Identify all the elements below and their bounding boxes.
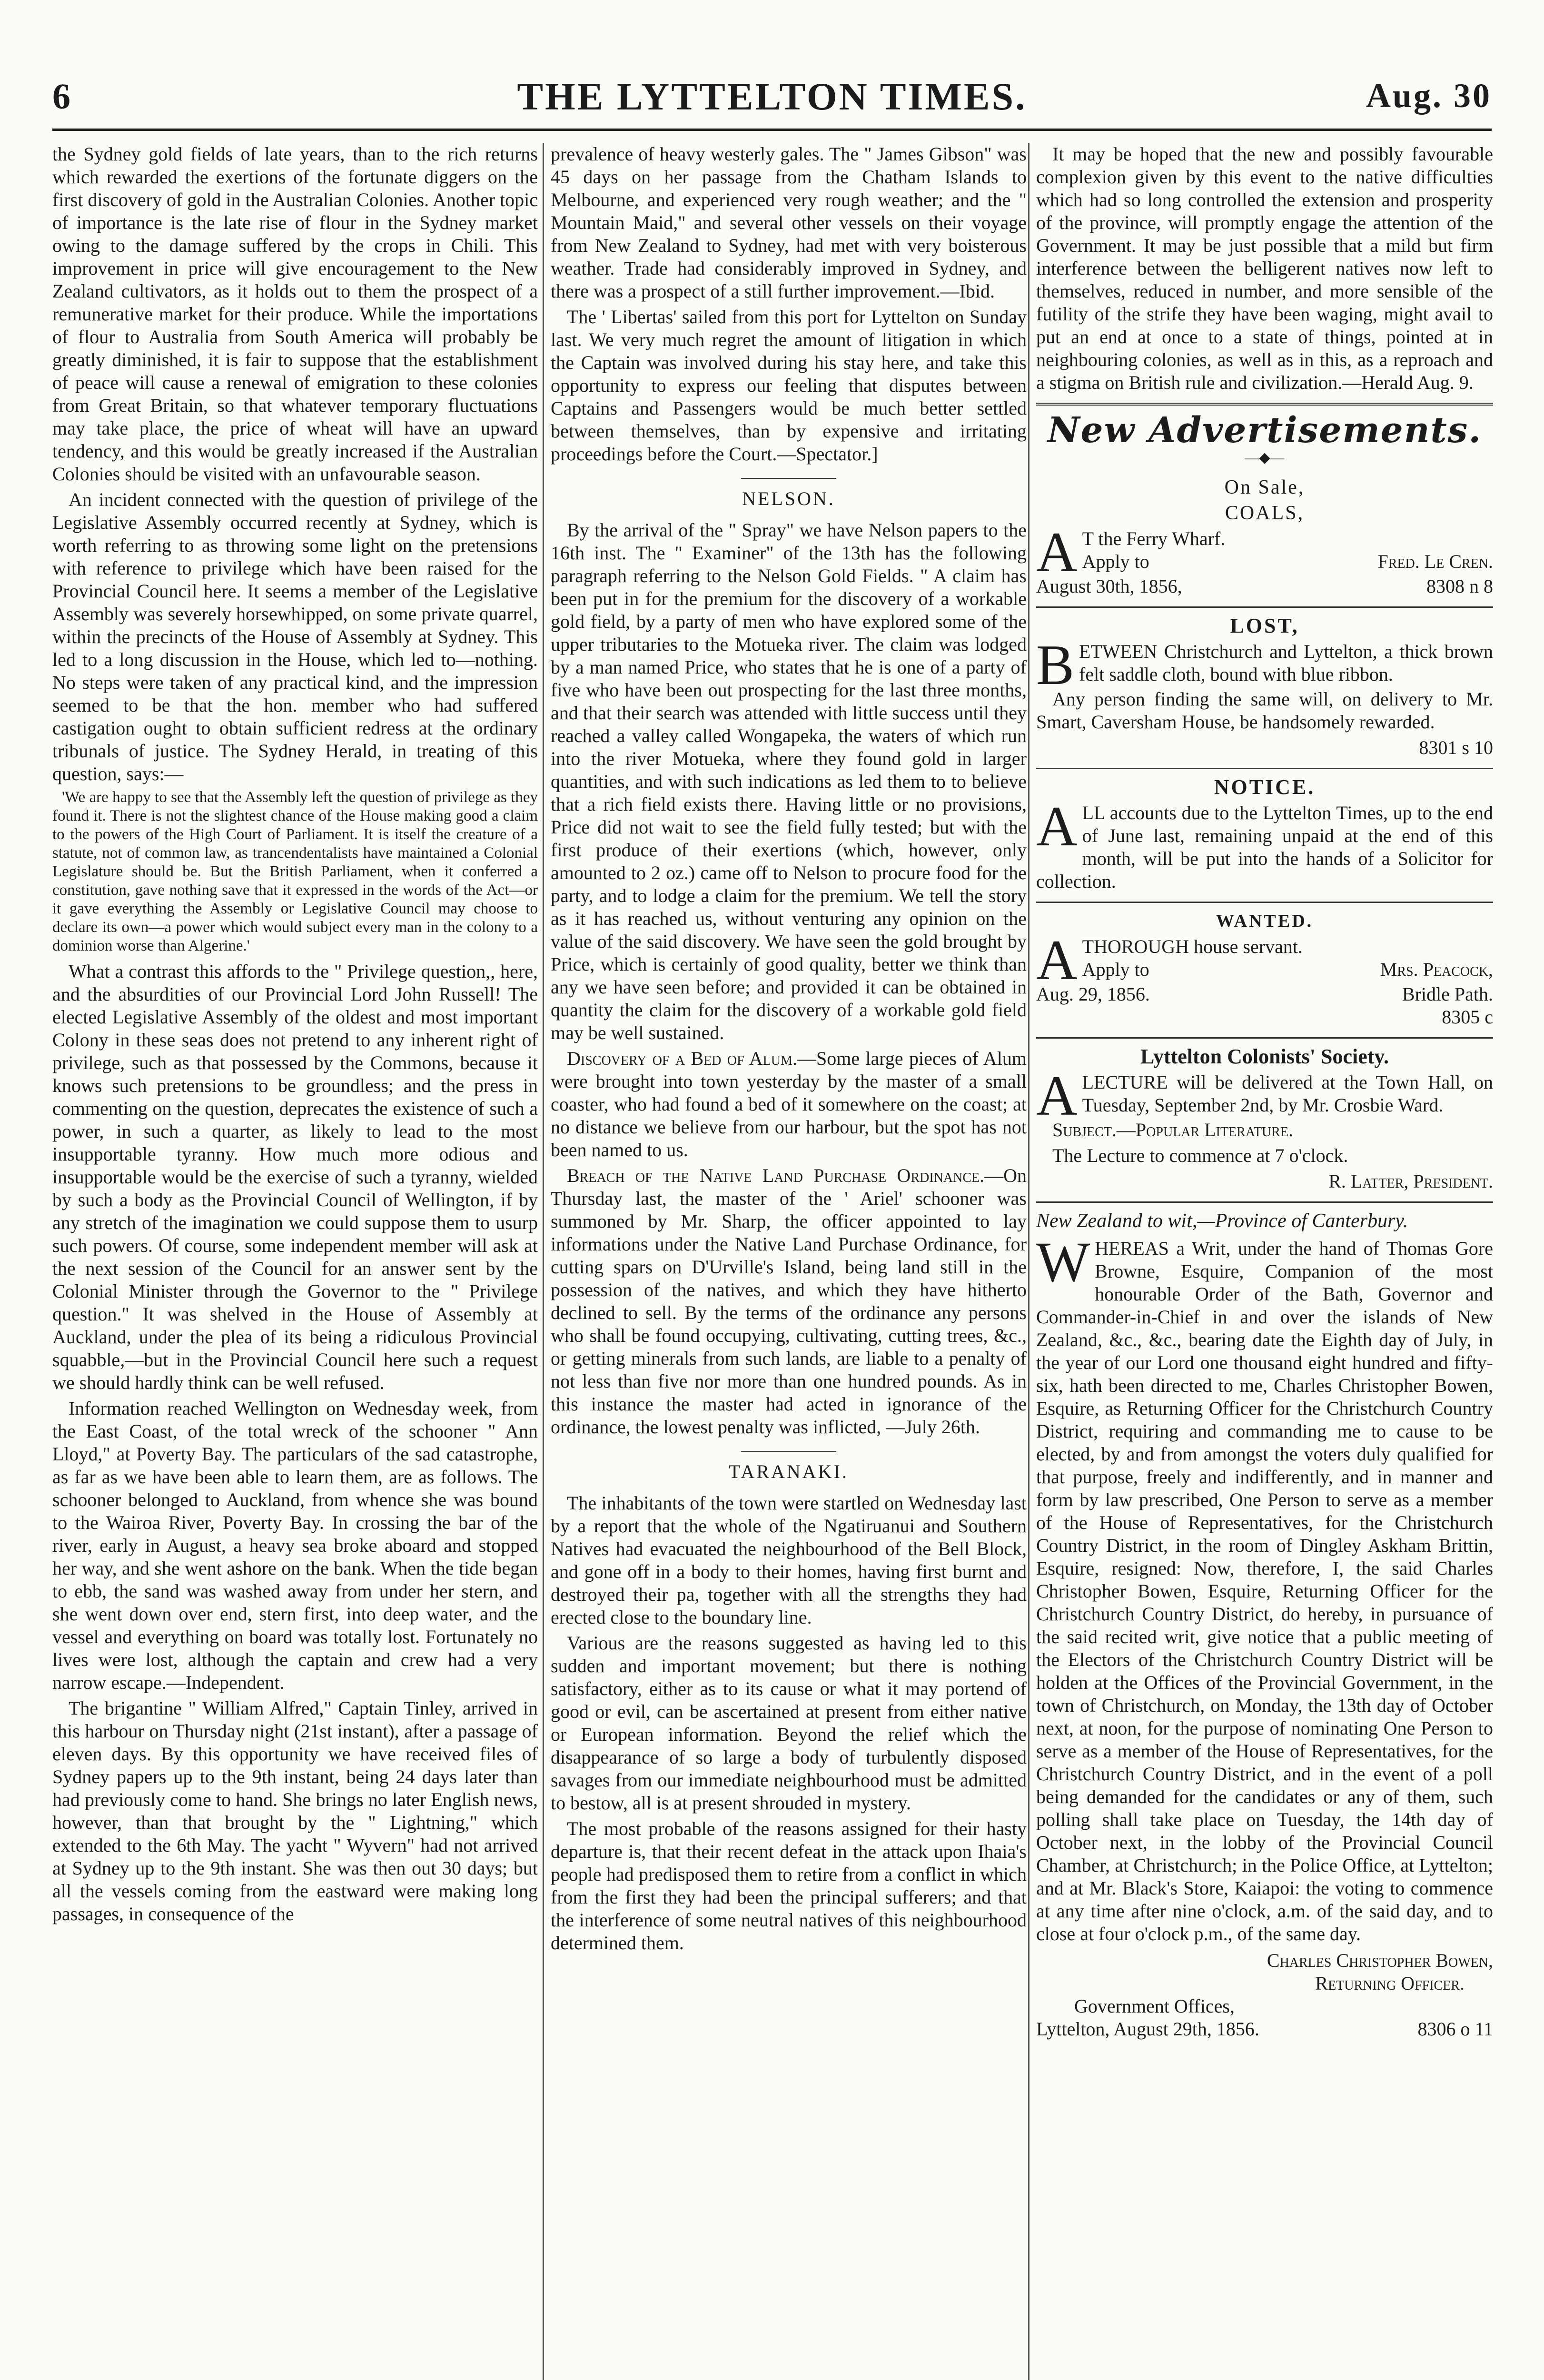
- ad-coal-sale: [1036, 476, 1493, 598]
- article-paragraph: Information reached Wellington on Wednesday week, from the East Coast, of the total wreck of the schooner " Ann Lloyd," at Poverty Bay. The particulars of the sad catastrophe, as far as we have been able to learn them, are as follows. The schooner belonged to Auckland, from whence she was bound to the Wairoa River, Poverty Bay. In crossing the bar of the river, early in August, a heavy sea broke aboard and stopped her way, and she went ashore on the bank. When the tide began to ebb, the sand was washed away from under her stern, and she went down over end, stern first, into deep water, and the vessel and everything on board was totally lost. Fortunately no lives were lost, although the captain and crew had a very narrow escape.—Independent.: [52, 1398, 538, 1693]
- paragraph-heading: Breach of the Native Land Purchase Ordinance.: [567, 1165, 985, 1186]
- ad-heading: On Sale,: [1224, 476, 1305, 498]
- column-3: [1028, 143, 1493, 2380]
- column-2: [543, 143, 1027, 2380]
- ad-reference: 8305 c: [1442, 1006, 1493, 1028]
- page-number: 6: [52, 77, 70, 117]
- article-paragraph: The inhabitants of the town were startled on Wednesday last by a report that the whole of the Ngatiruanui and Southern Natives had evacuated the neighbourhood of the Bell Block, and gone off in a body to their homes, having first burnt and destroyed their pa, together with all the strengths they had erected close to the boundary line.: [551, 1492, 1027, 1628]
- ad-wanted: [1036, 910, 1493, 1029]
- paragraph-text: —Some large pieces of Alum were brought into town yesterday by the master of a small coaster, who had found a bed of it somewhere on the coast; at no distance we believe from our harbour, but the spot has not been named to us.: [551, 1048, 1027, 1160]
- article-paragraph: [551, 1164, 1027, 1438]
- ad-signature-title: Returning Officer.: [1315, 1973, 1465, 1994]
- ad-line: T the Ferry Wharf.: [1082, 528, 1226, 549]
- drop-cap: A: [1036, 794, 1078, 858]
- section-heading-nelson: NELSON.: [551, 478, 1027, 510]
- article-paragraph: By the arrival of the " Spray" we have Nelson papers to the 16th inst. The " Examiner" of the 13th has the following paragraph referring to the Nelson Gold Fields. " A claim has been put in for the premium for the discovery of a workable gold field, by a party of men who have explored some of the upper tributaries to the Motueka river. The claim was lodged by a man named Price, who states that he is one of a party of five who have been out prospecting for the last three months, and that their search was attended with little success until they reached a valley called Wongapeka, the waters of which run into the river Motueka, where they found gold in larger quantities, and with such indications as led them to to believe that a rich field exists there. Having little or no provisions, Price did not wait to see the field fully tested; but with the first produce of their exertions (which, however, only amounted to 2 oz.) came off to Nelson to procure food for the party, and to lodge a claim for the premium. We tell the story as it has reached us, without venturing any opinion on the value of the said discovery. We have seen the gold brought by Price, which is certainly of good quality, better we think than any we have seen before; and provided it can be obtained in quantity the claim for the discovery of a workable gold field may be well sustained.: [551, 519, 1027, 1043]
- ad-reference: 8301 s 10: [1419, 737, 1493, 758]
- ad-election-writ: [1036, 1210, 1493, 2041]
- article-paragraph: The ' Libertas' sailed from this port for Lyttelton on Sunday last. We very much regret the amount of litigation in which the Captain was involved during his stay here, and take this opportunity to express our feeling that disputes between Captains and Passengers would be much better settled between themselves, than by expensive and irritating proceedings before the Court.—Spectator.]: [551, 306, 1027, 465]
- drop-cap: A: [1036, 520, 1078, 584]
- article-paragraph: An incident connected with the question of privilege of the Legislative Assembly occurred recently at Sydney, which is worth referring to as throwing some light on the pretensions with reference to privilege which have been raised for the Provincial Council here. It seems a member of the Legislative Assembly was severely horsewhipped, on some private quarrel, within the precincts of the House of Assembly at Sydney. This led to a long discussion in the House, which led to—nothing. No steps were taken of any practical kind, and the impression seemed to be that the hon. member who had suffered castigation ought to obtain sufficient redress at the ordinary tribunals of justice. The Sydney Herald, in treating of this question, says:—: [52, 489, 538, 784]
- paper-title: THE LYTTELTON TIMES.: [517, 75, 1027, 118]
- ad-contact: Fred. Le Cren.: [1377, 551, 1493, 572]
- ad-lost: [1036, 615, 1493, 759]
- article-paragraph: What a contrast this affords to the " Privilege question,, here, and the absurdities of our Provincial Lord John Russell! The elected Legislative Assembly of the oldest and most important Colony in these seas does not pretend to any inherent right of privilege, such as that possessed by the Commons, because it knows such pretensions to be groundless; and the press in commenting on the question, deprecates the existence of such a power, in such a quarter, as likely to lead to the most insupportable tyranny. How much more odious and insupportable would be the exercise of such a tyranny, wielded by such a body as the Provincial Council of Wellington, if by any stretch of the imagination we could suppose them to usurp such powers. Of course, some independent member will ask at the next session of the Council for an answer sent by the Colonial Minister through the Governor to the " Privilege question." It was shelved in the House of Assembly at Auckland, under the plea of its being a ridiculous Provincial squabble,—but in the Provincial Council here such a request we should hardly think can be well refused.: [52, 961, 538, 1393]
- advertisements-title: New Advertisements.: [1047, 410, 1482, 451]
- ad-reference: 8308 n 8: [1426, 575, 1493, 597]
- ad-text: LL accounts due to the Lyttelton Times, up to the end of June last, remaining unpaid at the end of this month, will be put into the hands of a Solicitor for collection.: [1036, 802, 1493, 892]
- ad-notice: [1036, 776, 1493, 893]
- ad-colonists-society: [1036, 1045, 1493, 1193]
- divider: [1036, 403, 1493, 406]
- column-1: [52, 143, 538, 2380]
- article-paragraph: the Sydney gold fields of late years, than to the rich returns which rewarded the exertions of the fortunate diggers on the first discovery of gold in the Australian Colonies. Another topic of importance is the late rise of flour in the Sydney market owing to the damage suffered by the crops in Chili. This improvement in price will give encouragement to the New Zealand cultivators, as it holds out to them the prospect of a remunerative market for their produce. While the importations of flour to Australia from South America will probably be greatly diminished, it is fair to suppose that the establishment of peace will cause a renewal of emigration to these colonies from Great Britain, so that whatever temporary fluctuations may take place, the price of wheat will have an upward tendency, and this would be greatly increased if the Australian Colonies should be visited with an unfavourable season.: [52, 143, 538, 485]
- section-heading-taranaki: TARANAKI.: [551, 1451, 1027, 1483]
- ad-date: August 30th, 1856,: [1036, 575, 1182, 597]
- masthead: [52, 71, 1492, 131]
- ad-row: [1082, 550, 1493, 573]
- article-paragraph: The brigantine " William Alfred," Captain Tinley, arrived in this harbour on Thursday night (21st instant), after a passage of eleven days. By this opportunity we have received files of Sydney papers up to the 9th instant, being 24 days later than had previously come to hand. She brings no later English news, however, than that brought by the " Lightning," which extended to the 6th May. The yacht " Wyvern" had not arrived at Sydney up to the 9th instant. She was then out 30 days; but all the vessels coming from the eastward were making long passages, in consequence of the: [52, 1697, 538, 1924]
- ornament-divider: —◆—: [1245, 450, 1285, 466]
- ad-heading: WANTED.: [1216, 911, 1314, 931]
- ad-row: [1036, 2018, 1493, 2041]
- ad-heading: NOTICE.: [1214, 775, 1316, 799]
- ad-text: Any person finding the same will, on delivery to Mr. Smart, Caversham House, be handsomely rewarded.: [1036, 688, 1493, 733]
- ad-date: Aug. 29, 1856.: [1036, 983, 1150, 1005]
- ad-contact: Mrs. Peacock,: [1380, 959, 1493, 980]
- ad-text: LECTURE will be delivered at the Town Hall, on Tuesday, September 2nd, by Mr. Crosbie Ward.: [1082, 1071, 1493, 1116]
- paragraph-heading: Discovery of a Bed of Alum.: [567, 1048, 797, 1069]
- article-paragraph: The most probable of the reasons assigned for their hasty departure is, that their recent defeat in the attack upon Ihaia's people had predisposed them to retire from a conflict in which from the first they had been the principal sufferers; and that the interference of some neutral natives of this neighbourhood determined them.: [551, 1818, 1027, 1954]
- divider: [1036, 1037, 1493, 1039]
- ad-reference: 8306 o 11: [1417, 2018, 1493, 2040]
- ad-office: Government Offices,: [1074, 1995, 1235, 2017]
- ad-address: Bridle Path.: [1402, 983, 1493, 1005]
- ad-heading: Lyttelton Colonists' Society.: [1140, 1045, 1389, 1068]
- quoted-excerpt: 'We are happy to see that the Assembly left the question of privilege as they found it. There is not the slightest chance of the House making good a claim to the powers of the High Court of Parliament. It is itself the creature of a statute, not of common law, as trancendentalists have maintained a Colonial Legislature should be. But the British Parliament, when it conferred a constitution, gave nothing save that it expressed in the words of the Act—or it gave everything the Assembly or Legislative Council may choose to declare its own—a power which would subject every man in the colony to a dominion worse than Algerine.': [52, 789, 538, 954]
- ad-heading: New Zealand to wit,—Province of Canterbury.: [1036, 1210, 1408, 1232]
- ad-text: ETWEEN Christchurch and Lyttelton, a thick brown felt saddle cloth, bound with blue ribbon.: [1079, 641, 1493, 685]
- ad-row: [1036, 575, 1493, 598]
- ad-row: [1036, 983, 1493, 1006]
- article-paragraph: Various are the reasons suggested as having led to this sudden and important movement; but there is nothing satisfactory, either as to its cause or what it may portend of good or evil, can be ascertained at present from either native or European information. Beyond the relief which the disappearance of so large a body of turbulently disposed savages from our immediate neighbourhood must be admitted to bestow, all is at present shrouded in mystery.: [551, 1632, 1027, 1814]
- article-paragraph: prevalence of heavy westerly gales. The " James Gibson" was 45 days on her passage from the Chatham Islands to Melbourne, and experienced very rough weather; and the " Mountain Maid," and several other vessels on their voyage from New Zealand to Sydney, had met with very boisterous weather. Trade had considerably improved in Sydney, and there was a prospect of a still further improvement.—Ibid.: [551, 143, 1027, 302]
- ad-line: THOROUGH house servant.: [1082, 936, 1303, 957]
- lecture-subject: Subject.—Popular Literature.: [1052, 1119, 1294, 1140]
- drop-cap: B: [1036, 633, 1075, 696]
- ad-signature: Charles Christopher Bowen,: [1267, 1950, 1493, 1971]
- drop-cap: A: [1036, 1064, 1078, 1127]
- paragraph-text: —On Thursday last, the master of the ' Ariel' schooner was summoned by Mr. Sharp, the officer appointed to lay informations under the Native Land Purchase Ordinance, for cutting spars on D'Urville's Island, being land still in the possession of the natives, and which they have hitherto declined to sell. By the terms of the ordinance any persons who shall be found occupying, cultivating, cutting trees, &c., or getting minerals from such lands, are liable to a penalty of not less than five nor more than one hundred pounds. As in this instance the master had acted in ignorance of the ordinance, the lowest penalty was inflicted, —July 26th.: [551, 1165, 1027, 1438]
- divider: [1036, 768, 1493, 769]
- article-paragraph: [551, 1047, 1027, 1161]
- ad-line: Apply to: [1082, 959, 1149, 980]
- divider: [1036, 606, 1493, 608]
- ad-row: [1082, 958, 1493, 981]
- divider: [1036, 902, 1493, 903]
- lecture-time: The Lecture to commence at 7 o'clock.: [1052, 1145, 1348, 1166]
- article-paragraph: It may be hoped that the new and possibly favourable complexion given by this event to the native difficulties which had so long controlled the extension and prosperity of the province, will promptly engage the attention of the Government. It may be just possible that a mild but firm interference between the belligerent natives now left to themselves, reduced in number, and more sensible of the futility of the strife they have been waging, might avail to put an end at once to a state of things, pointed at in neighbouring colonies, as well as in this, as a reproach and a stigma on British rule and civilization.—Herald Aug. 9.: [1036, 143, 1493, 393]
- drop-cap: A: [1036, 928, 1078, 992]
- ad-heading: LOST,: [1230, 614, 1299, 637]
- ad-signature: R. Latter, President.: [1328, 1170, 1493, 1192]
- ad-line: Apply to: [1082, 551, 1149, 572]
- ad-text: HEREAS a Writ, under the hand of Thomas Gore Browne, Esquire, Companion of the most honourable Order of the Bath, Governor and Commander-in-Chief in and over the islands of New Zealand, &c., &c., bearing date the Eighth day of July, in the year of our Lord one thousand eight hundred and fifty-six, hath been directed to me, Charles Christopher Bowen, Esquire, as Returning Officer for the Christchurch Country District, requiring and commanding me to cause to be elected, by and from amongst the voters duly qualified for that purpose, freely and indifferently, and in manner and form by law prescribed, One Person to serve as a member of the House of Representatives, for the Christchurch Country District, in the room of Dingley Askham Brittin, Esquire, resigned: Now, therefore, I, the said Charles Christopher Bowen, Esquire, Returning Officer for the Christchurch Country District, do hereby, in pursuance of the said recited writ, give notice that a public meeting of the Electors of the Christchurch Country District will be holden at the Offices of the Provincial Government, in the town of Christchurch, on Monday, the 13th day of October next, at noon, for the purpose of nominating One Person to serve as a member of the House of Representatives, for the Christchurch Country District, and in the event of a poll being demanded for the candidates or any of them, such polling shall take place on Tuesday, the 14th day of October next, in the lobby of the Provincial Council Chamber, at Christchurch; in the Police Office, at Lyttelton; and at Mr. Black's Store, Kaiapoi: the voting to commence at any time after nine o'clock, a.m. of the said day, and to close at four o'clock p.m., of the same day.: [1036, 1238, 1493, 1944]
- ad-subheading: COALS,: [1225, 502, 1305, 524]
- ad-date: Lyttelton, August 29th, 1856.: [1036, 2018, 1259, 2040]
- divider: [1036, 1201, 1493, 1203]
- issue-date: Aug. 30: [1366, 77, 1492, 115]
- drop-cap: W: [1036, 1230, 1090, 1293]
